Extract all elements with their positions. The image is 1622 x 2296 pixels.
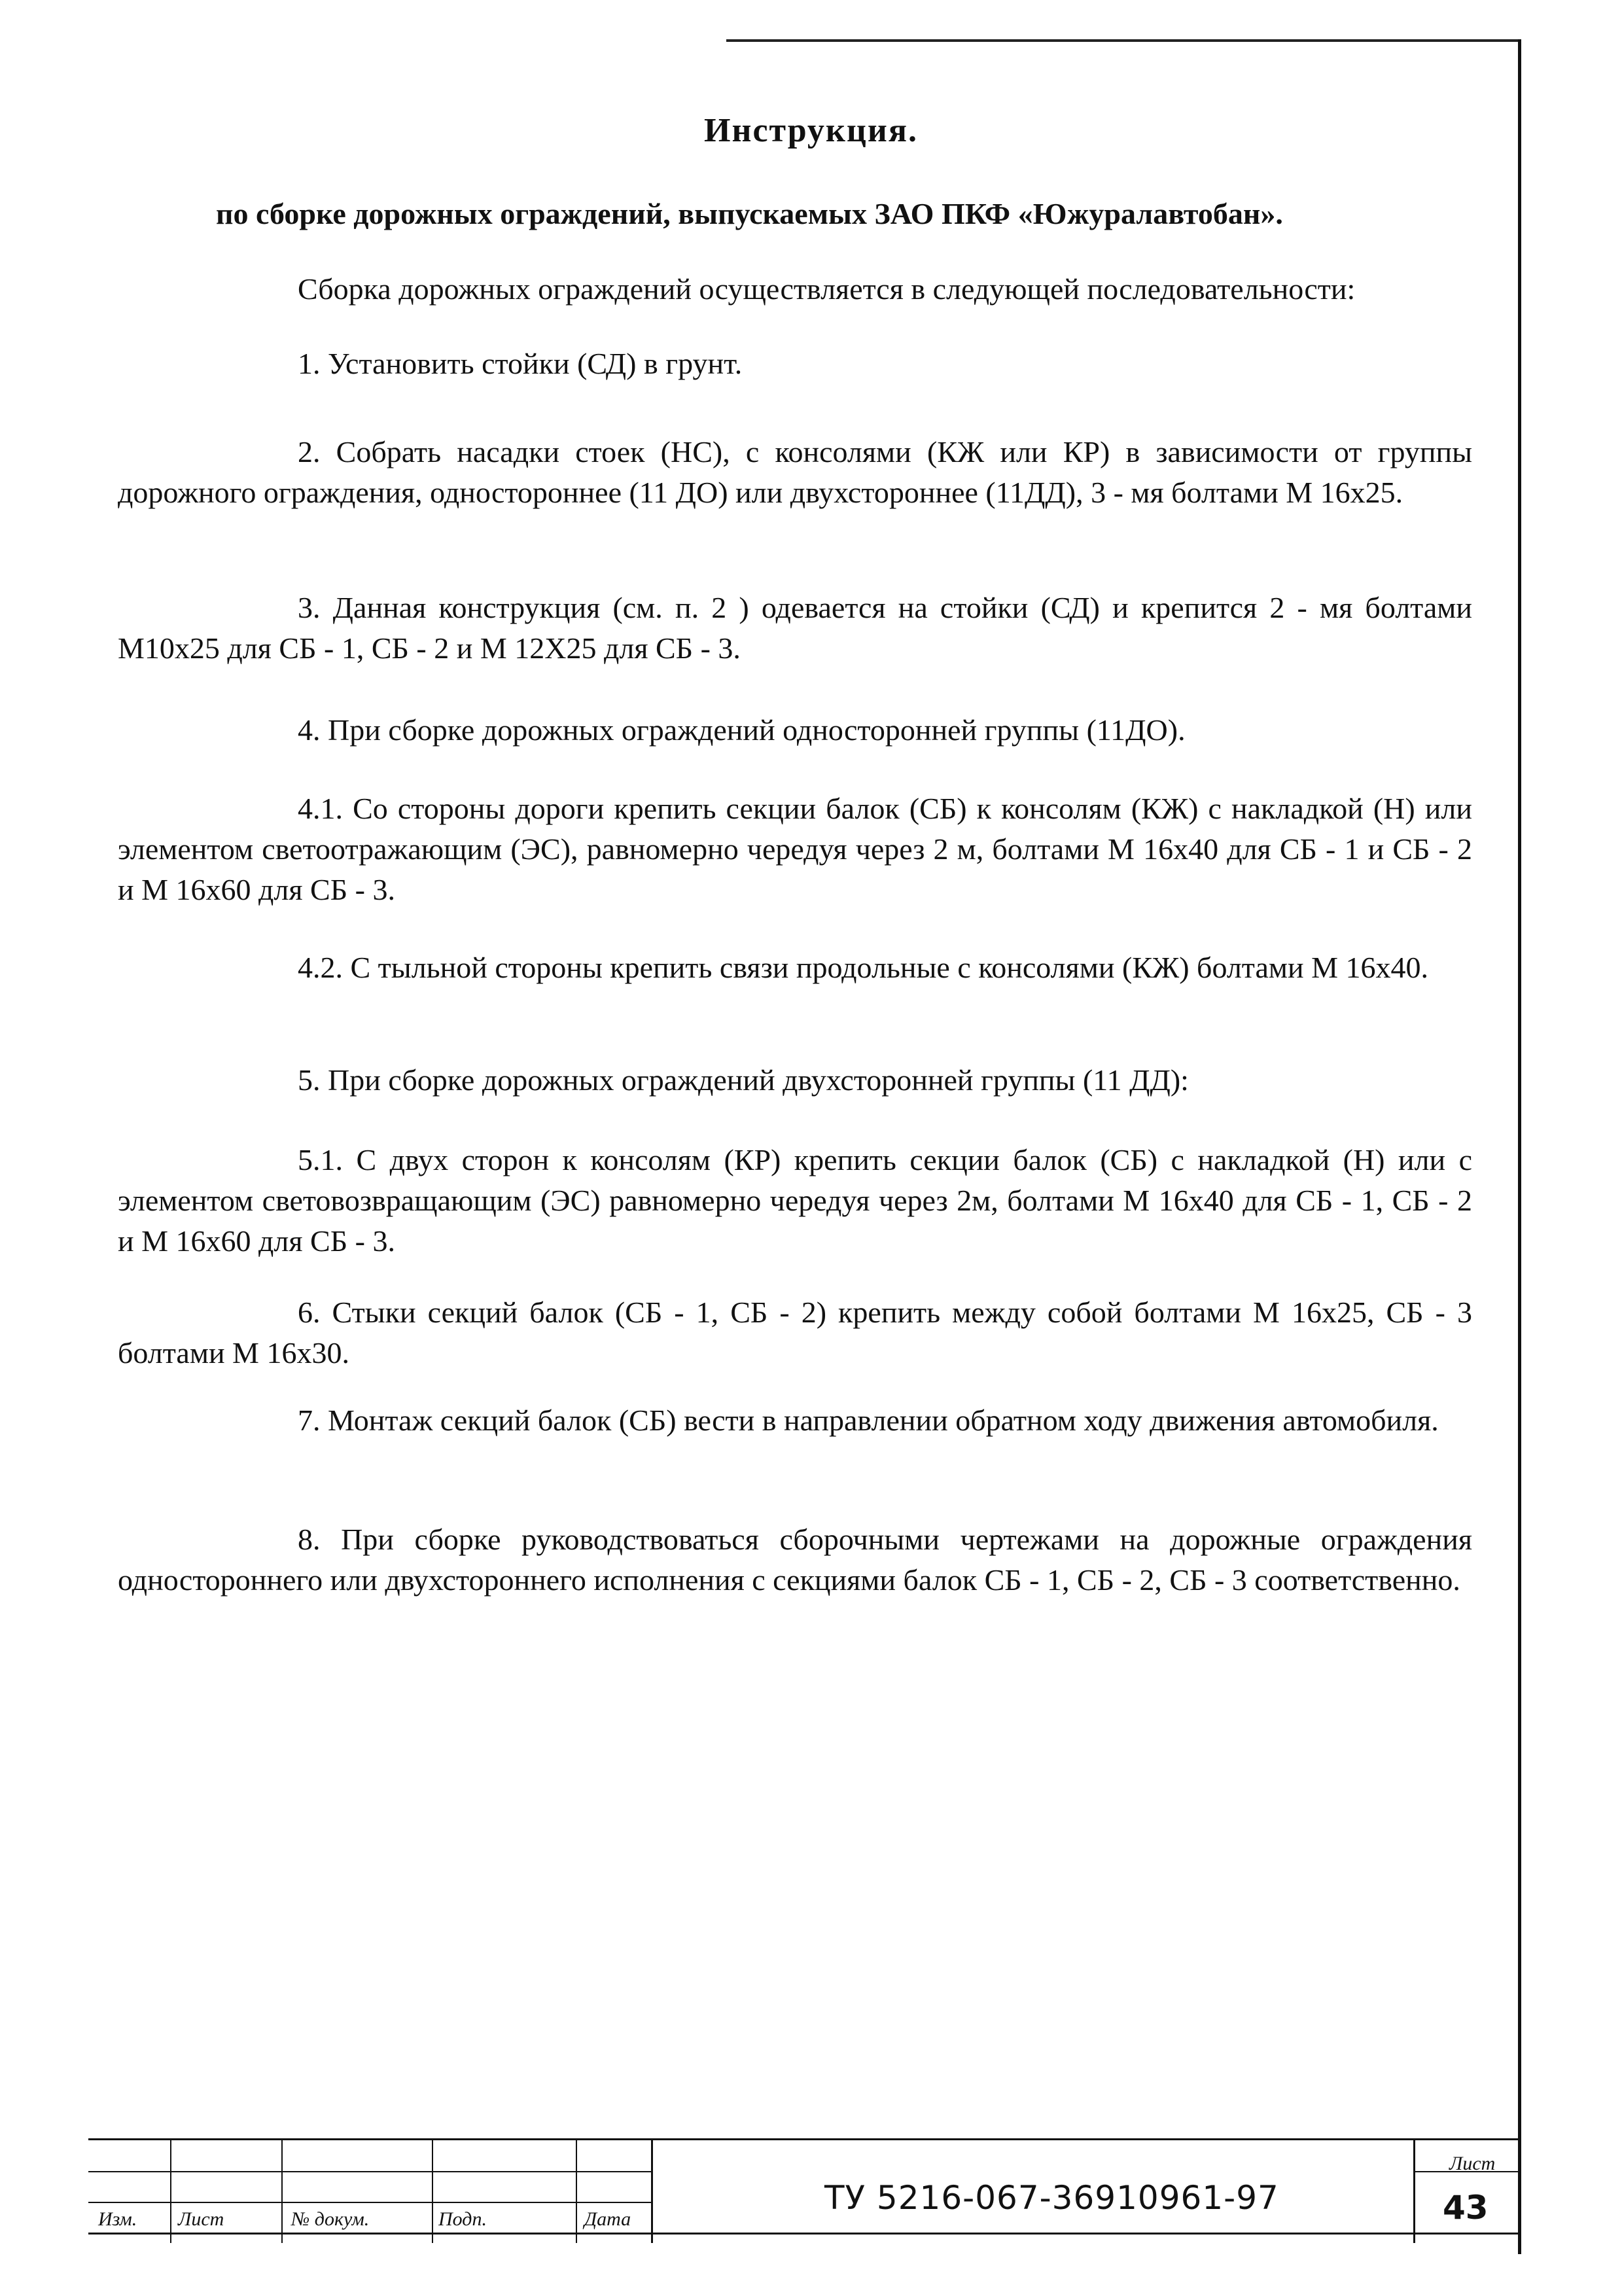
instruction-item-1: 1. Установить стойки (СД) в грунт.	[298, 347, 743, 380]
instruction-item-6: 6. Стыки секций балок (СБ - 1, СБ - 2) крепить между собой болтами М 16х25, СБ - 3 болтами М 16х30.	[118, 1296, 1472, 1369]
instruction-item-5: 5. При сборке дорожных ограждений двухсторонней группы (11 ДД):	[298, 1063, 1189, 1097]
tb-col-line-4	[576, 2138, 577, 2243]
tb-label-change: Изм.	[98, 2208, 137, 2230]
tb-bottom-line	[88, 2233, 1521, 2234]
tb-col-line-3	[432, 2138, 433, 2243]
instruction-item-4: 4. При сборке дорожных ограждений односторонней группы (11ДО).	[298, 713, 1186, 747]
tb-col-line-2	[281, 2138, 283, 2243]
document-code: ТУ 5216-067-36910961-97	[824, 2179, 1279, 2217]
sheet-label: Лист	[1449, 2153, 1496, 2174]
tb-col-line-1	[170, 2138, 171, 2243]
instruction-item-3: 3. Данная конструкция (см. п. 2 ) одевается на стойки (СД) и крепится 2 - мя болтами М10х25 для СБ - 1, СБ - 2 и М 12Х25 для СБ - 3.	[118, 591, 1472, 665]
tb-top-line	[88, 2138, 1521, 2140]
instruction-item-4-2: 4.2. С тыльной стороны крепить связи продольные с консолями (КЖ) болтами М 16х40.	[298, 951, 1429, 984]
frame-top-line	[726, 39, 1521, 42]
frame-right-border	[1518, 39, 1521, 2254]
tb-label-sign: Подп.	[438, 2208, 487, 2230]
page-subtitle: по сборке дорожных ограждений, выпускаемых ЗАО ПКФ «Южуралавтобан».	[216, 197, 1283, 230]
tb-col-line-6	[1413, 2138, 1415, 2243]
page-title: Инструкция.	[704, 112, 918, 149]
instruction-item-4-1: 4.1. Со стороны дороги крепить секции балок (СБ) к консолям (КЖ) с накладкой (Н) или элементом светоотражающим (ЭС), равномерно чередуя через 2 м, болтами М 16х40 для СБ - 1 и СБ - 2 и М 16х60 для СБ - 3.	[118, 792, 1472, 906]
tb-col-line-5	[651, 2138, 653, 2243]
tb-label-date: Дата	[584, 2208, 631, 2230]
tb-label-sheet: Лист	[178, 2208, 224, 2230]
instruction-item-8: 8. При сборке руководствоваться сборочными чертежами на дорожные ограждения одностороннего или двухстороннего исполнения с секциями балок СБ - 1, СБ - 2, СБ - 3 соответственно.	[118, 1523, 1472, 1597]
tb-row-line-1	[88, 2171, 651, 2172]
instruction-item-5-1: 5.1. С двух сторон к консолям (КР) крепить секции балок (СБ) с накладкой (Н) или с элементом световозвращающим (ЭС) равномерно чередуя через 2м, болтами М 16х40 для СБ - 1, СБ - 2 и М 16х60 для СБ - 3.	[118, 1143, 1472, 1258]
instruction-item-2: 2. Собрать насадки стоек (НС), с консолями (КЖ или КР) в зависимости от группы дорожного ограждения, одностороннее (11 ДО) или двухстороннее (11ДД), 3 - мя болтами М 16х25.	[118, 435, 1472, 509]
sheet-number: 43	[1443, 2189, 1489, 2227]
instruction-item-7: 7. Монтаж секций балок (СБ) вести в направлении обратном ходу движения автомобиля.	[298, 1404, 1439, 1437]
tb-row-line-2	[88, 2202, 651, 2203]
intro-text: Сборка дорожных ограждений осуществляется в следующей последовательности:	[298, 272, 1356, 306]
tb-label-doc-no: № докум.	[291, 2208, 370, 2230]
